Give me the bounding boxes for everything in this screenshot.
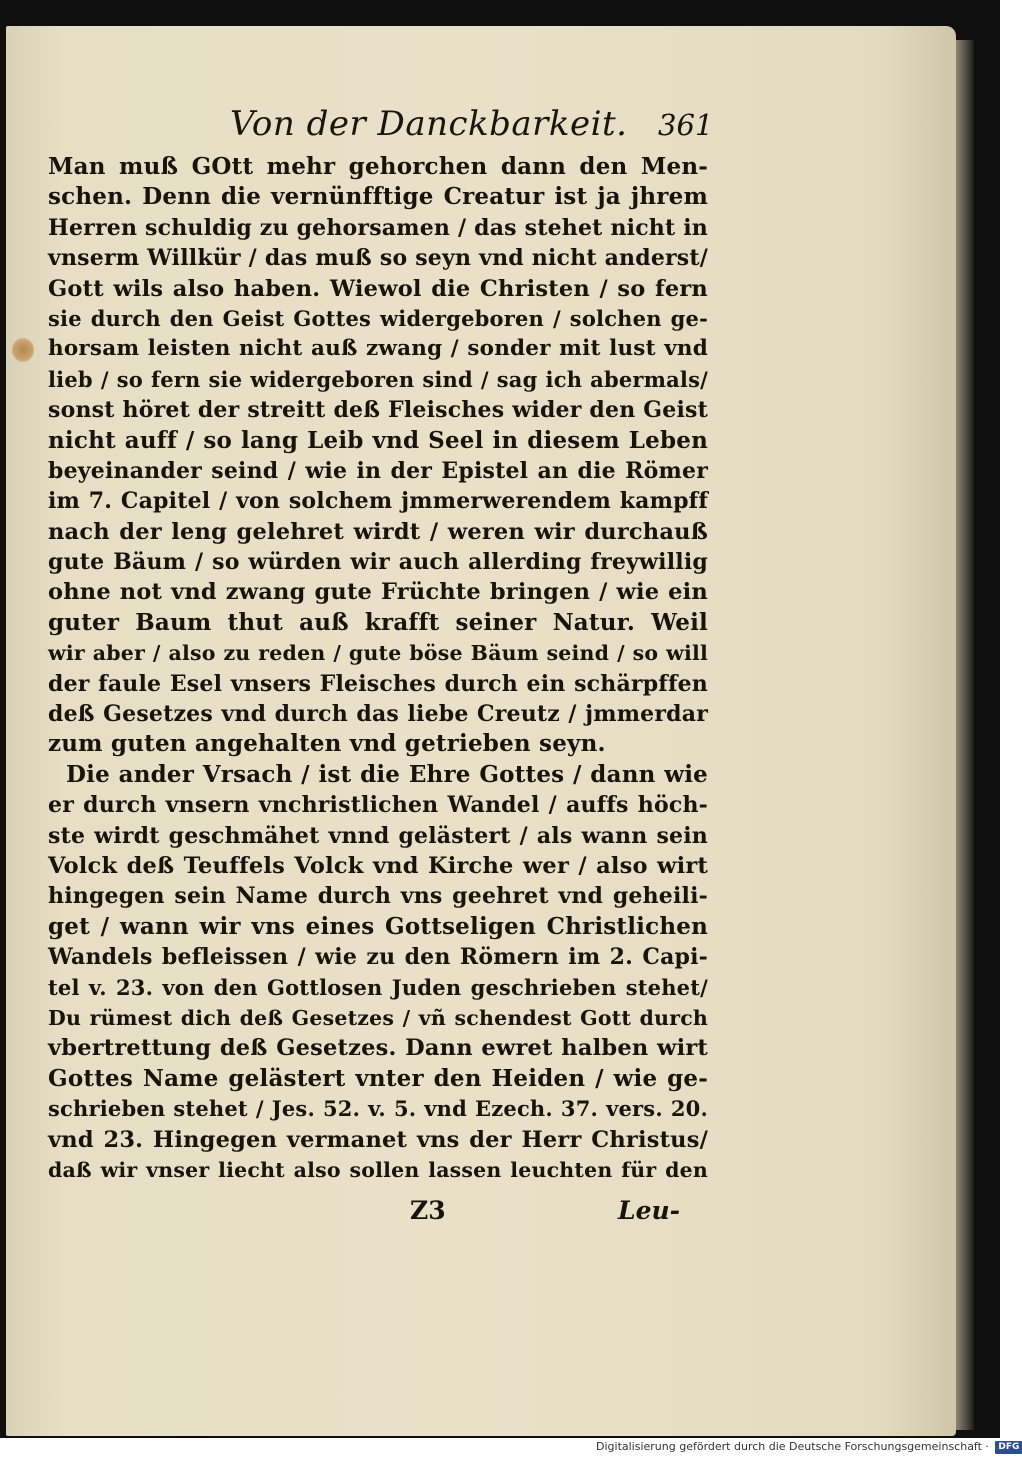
text-line: horsam leisten nicht auß zwang / sonder mit lust vnd <box>48 336 708 362</box>
credit-text: Digitalisierung gefördert durch die Deutsche Forschungsgemeinschaft · <box>596 1440 989 1453</box>
text-line: sie durch den Geist Gottes widergeboren / solchen ge- <box>48 305 708 331</box>
digitization-credit <box>596 1440 1020 1460</box>
text-line: Du rümest dich deß Gesetzes / vñ schendest Gott durch <box>48 1005 708 1030</box>
text-line: schrieben stehet / Jes. 52. v. 5. vnd Ezech. 37. vers. 20. <box>48 1096 708 1122</box>
text-line: vnserm Willkür / das muß so seyn vnd nicht anderst/ <box>48 245 708 272</box>
text-line: get / wann wir vns eines Gottseligen Christlichen <box>48 912 708 940</box>
paper-stain <box>12 338 34 362</box>
text-line: Herren schuldig zu gehorsamen / das stehet nicht in <box>48 214 708 241</box>
text-line: guter Baum thut auß krafft seiner Natur. Weil <box>48 608 708 636</box>
page-header <box>60 104 714 154</box>
text-line: hingegen sein Name durch vns geehret vnd geheili- <box>48 883 708 910</box>
catchword: Leu- <box>618 1196 681 1225</box>
text-line: daß wir vnser liecht also sollen lassen leuchten für den <box>48 1157 708 1182</box>
text-line: gute Bäum / so würden wir auch allerding freywillig <box>48 549 708 576</box>
text-line: schen. Denn die vernünfftige Creatur ist ja jhrem <box>48 183 708 211</box>
text-line: lieb / so fern sie widergeboren sind / sag ich abermals/ <box>48 366 708 392</box>
text-line: beyeinander seind / wie in der Epistel an die Römer <box>48 457 708 484</box>
dfg-logo: DFG <box>995 1441 1022 1454</box>
text-line: sonst höret der streitt deß Fleisches wider den Geist <box>48 397 708 424</box>
text-line: Wandels befleissen / wie zu den Römern im 2. Capi- <box>48 944 708 971</box>
folio-number: 361 <box>658 108 714 142</box>
text-line: im 7. Capitel / von solchem jmmerwerendem kampff <box>48 488 708 515</box>
text-line: ste wirdt geschmähet vnnd gelästert / als wann sein <box>48 822 708 849</box>
text-line: nicht auff / so lang Leib vnd Seel in diesem Leben <box>48 426 708 454</box>
text-line: zum guten angehalten vnd getrieben seyn. <box>48 730 606 758</box>
text-line: Man muß GOtt mehr gehorchen dann den Men- <box>48 153 708 180</box>
text-line: Die ander Vrsach / ist die Ehre Gottes / dann wie <box>66 760 708 788</box>
text-line: nach der leng gelehret wirdt / weren wir durchauß <box>48 518 708 545</box>
page-footer <box>48 1196 708 1236</box>
text-line: tel v. 23. von den Gottlosen Juden geschrieben stehet/ <box>48 974 708 1000</box>
page-edge <box>956 40 974 1430</box>
text-line: deß Gesetzes vnd durch das liebe Creutz / jmmerdar <box>48 701 708 728</box>
text-line: Volck deß Teuffels Volck vnd Kirche wer / also wirt <box>48 852 708 879</box>
body-text <box>48 152 708 1185</box>
text-line: wir aber / also zu reden / gute böse Bäum seind / so will <box>48 641 708 666</box>
text-line: er durch vnsern vnchristlichen Wandel / auffs höch- <box>48 792 708 819</box>
text-line: vbertrettung deß Gesetzes. Dann ewret halben wirt <box>48 1035 708 1062</box>
running-title: Von der Danckbarkeit. <box>230 104 628 144</box>
text-line: vnd 23. Hingegen vermanet vns der Herr Christus/ <box>48 1126 708 1153</box>
signature-mark: Z3 <box>410 1196 446 1225</box>
text-line: Gottes Name gelästert vnter den Heiden / wie ge- <box>48 1064 708 1092</box>
text-line: der faule Esel vnsers Fleisches durch ein schärpffen <box>48 670 708 697</box>
text-line: Gott wils also haben. Wiewol die Christen / so fern <box>48 275 708 302</box>
text-line: ohne not vnd zwang gute Früchte bringen / wie ein <box>48 579 708 606</box>
